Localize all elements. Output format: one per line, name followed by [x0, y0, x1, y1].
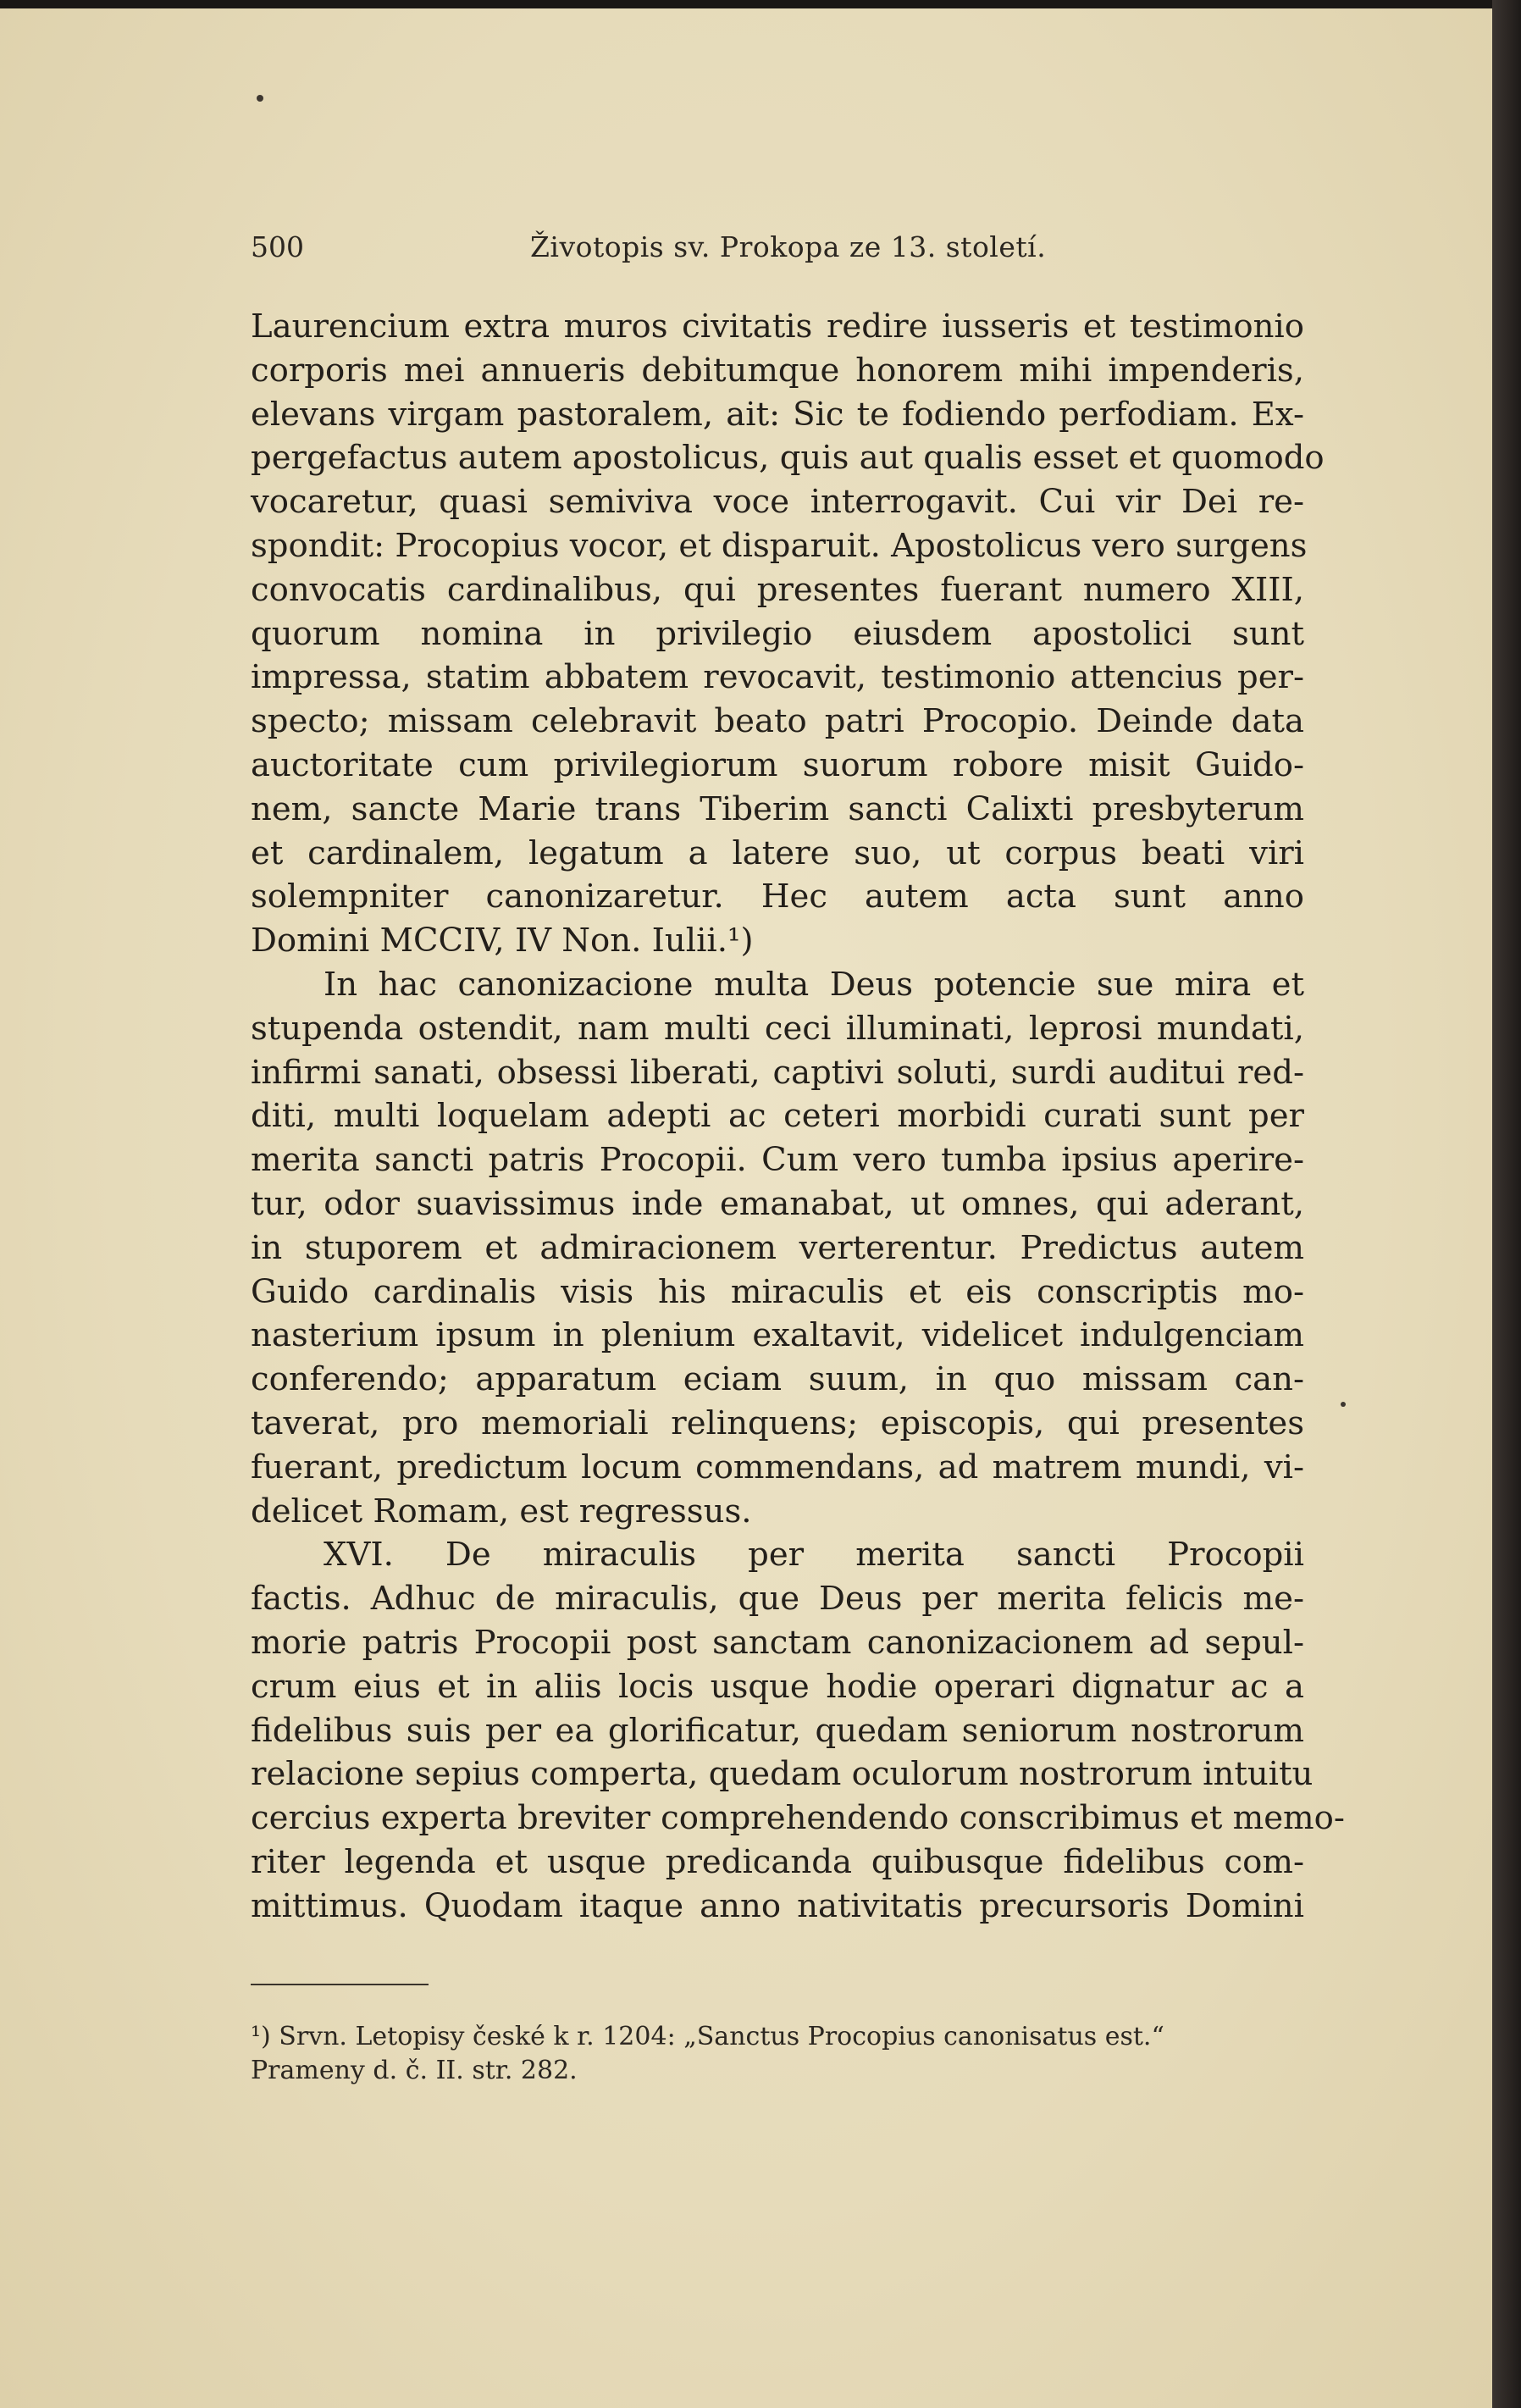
- text-line: tur, odor suavissimus inde emanabat, ut omnes, qui aderant,: [251, 1184, 1304, 1223]
- text-line: In hac canonizacione multa Deus potencie sue mira et: [324, 965, 1304, 1004]
- section-heading-line: XVI. De miraculis per merita sancti Procopii: [324, 1536, 1304, 1575]
- footnotes: [251, 2020, 1304, 2088]
- text-line: stupenda ostendit, nam multi ceci illuminati, leprosi mundati,: [251, 1009, 1304, 1048]
- text-line: Laurencium extra muros civitatis redire iusseris et testimonio: [251, 307, 1304, 346]
- page-number: 500: [251, 230, 304, 263]
- text-line: vocaretur, quasi semiviva voce interrogavit. Cui vir Dei re-: [251, 483, 1304, 522]
- text-line: fuerant, predictum locum commendans, ad matrem mundi, vi-: [251, 1448, 1304, 1486]
- footnote-line: Prameny d. č. II. str. 282.: [251, 2056, 578, 2085]
- text-line: diti, multi loquelam adepti ac ceteri morbidi curati sunt per: [251, 1097, 1304, 1136]
- text-line: auctoritate cum privilegiorum suorum robore misit Guido-: [251, 745, 1304, 784]
- text-line: merita sancti patris Procopii. Cum vero tumba ipsius aperire-: [251, 1141, 1304, 1180]
- running-title: Životopis sv. Prokopa ze 13. století.: [530, 230, 1047, 263]
- page-spine-edge: [1492, 0, 1521, 2408]
- text-line: Domini MCCIV, IV Non. Iulii.¹): [251, 922, 754, 960]
- body-text: [251, 305, 1345, 1928]
- page-header: [251, 230, 1304, 273]
- text-line: mittimus. Quodam itaque anno nativitatis precursoris Domini: [251, 1886, 1304, 1925]
- ink-speck: [257, 95, 263, 102]
- text-line: nasterium ipsum in plenium exaltavit, videlicet indulgenciam: [251, 1316, 1304, 1355]
- text-line: solempniter canonizaretur. Hec autem acta sunt anno: [251, 877, 1304, 916]
- text-line: spondit: Procopius vocor, et disparuit. Apostolicus vero surgens: [251, 526, 1308, 565]
- text-line: fidelibus suis per ea glorificatur, quedam seniorum nostrorum: [251, 1711, 1304, 1750]
- text-line: cercius experta breviter comprehendendo conscribimus et memo-: [251, 1799, 1345, 1838]
- text-line: in stuporem et admiracionem verterentur. Predictus autem: [251, 1228, 1304, 1267]
- text-line: crum eius et in aliis locis usque hodie operari dignatur ac a: [251, 1667, 1304, 1706]
- text-line: taverat, pro memoriali relinquens; episcopis, qui presentes: [251, 1403, 1304, 1442]
- text-line: quorum nomina in privilegio eiusdem apostolici sunt: [251, 614, 1304, 653]
- footnote-line: ¹) Srvn. Letopisy české k r. 1204: „Sanctus Procopius canonisatus est.“: [251, 2022, 1164, 2051]
- text-line: morie patris Procopii post sanctam canonizacionem ad sepul-: [251, 1623, 1304, 1662]
- text-line: elevans virgam pastoralem, ait: Sic te fodiendo perfodiam. Ex-: [251, 395, 1304, 434]
- text-line: et cardinalem, legatum a latere suo, ut corpus beati viri: [251, 833, 1304, 872]
- footnote-rule: [251, 1984, 429, 1985]
- text-line: corporis mei annueris debitumque honorem mihi impenderis,: [251, 351, 1304, 390]
- text-line: impressa, statim abbatem revocavit, testimonio attencius per-: [251, 658, 1304, 697]
- text-line: nem, sancte Marie trans Tiberim sancti Calixti presbyterum: [251, 789, 1304, 828]
- ink-speck: [1341, 1402, 1346, 1407]
- text-line: infirmi sanati, obsessi liberati, captivi soluti, surdi auditui red-: [251, 1053, 1304, 1092]
- text-line: riter legenda et usque predicanda quibusque fidelibus com-: [251, 1842, 1304, 1881]
- text-line: convocatis cardinalibus, qui presentes fuerant numero XIII,: [251, 570, 1304, 609]
- text-line: Guido cardinalis visis his miraculis et eis conscriptis mo-: [251, 1272, 1304, 1311]
- text-line: factis. Adhuc de miraculis, que Deus per merita felicis me-: [251, 1580, 1304, 1619]
- text-line: delicet Romam, est regressus.: [251, 1492, 752, 1531]
- text-line: specto; missam celebravit beato patri Procopio. Deinde data: [251, 702, 1304, 741]
- text-line: relacione sepius comperta, quedam oculorum nostrorum intuitu: [251, 1755, 1314, 1794]
- text-line: pergefactus autem apostolicus, quis aut qualis esset et quomodo: [251, 439, 1325, 478]
- text-line: conferendo; apparatum eciam suum, in quo missam can-: [251, 1360, 1304, 1399]
